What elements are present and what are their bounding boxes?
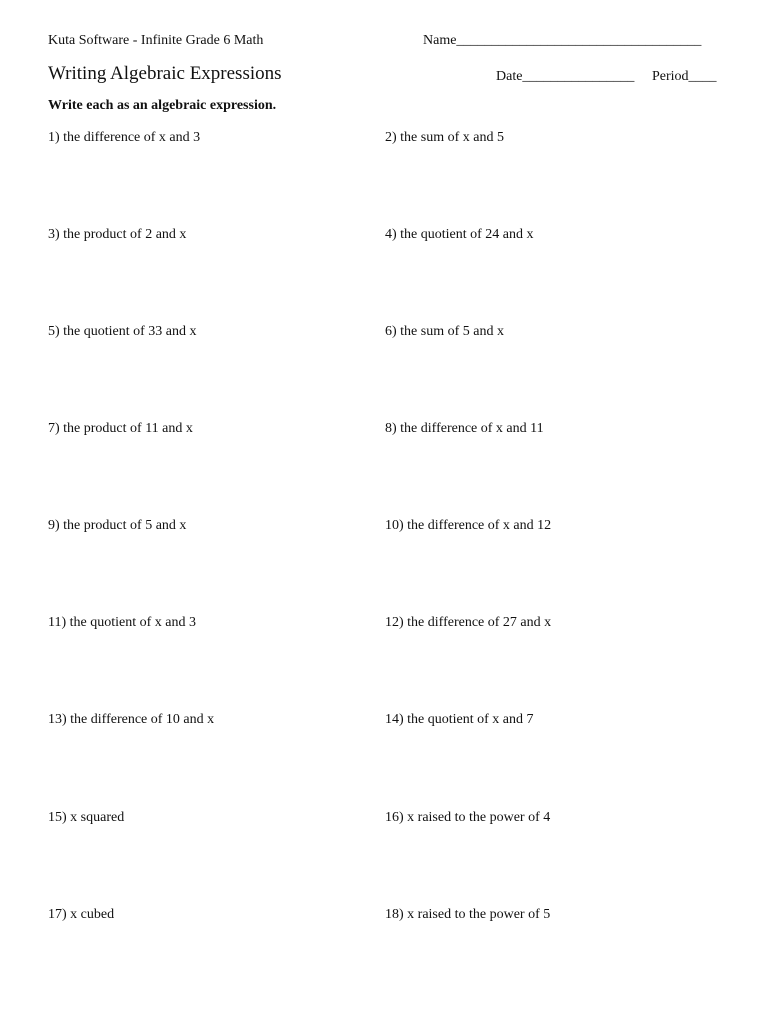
date-field[interactable]: Date________________ bbox=[496, 69, 635, 84]
problem-2: 2) the sum of x and 5 bbox=[385, 130, 504, 145]
problem-6: 6) the sum of 5 and x bbox=[385, 324, 504, 339]
problem-9: 9) the product of 5 and x bbox=[48, 518, 187, 533]
problem-10: 10) the difference of x and 12 bbox=[385, 518, 552, 533]
problem-4: 4) the quotient of 24 and x bbox=[385, 227, 534, 242]
problem-1: 1) the difference of x and 3 bbox=[48, 130, 201, 145]
problem-18: 18) x raised to the power of 5 bbox=[385, 907, 551, 922]
period-field[interactable]: Period____ bbox=[652, 69, 717, 84]
problem-13: 13) the difference of 10 and x bbox=[48, 712, 215, 727]
worksheet-title: Writing Algebraic Expressions bbox=[48, 63, 282, 84]
problem-8: 8) the difference of x and 11 bbox=[385, 421, 544, 436]
problem-5: 5) the quotient of 33 and x bbox=[48, 324, 197, 339]
problem-17: 17) x cubed bbox=[48, 907, 115, 922]
problem-15: 15) x squared bbox=[48, 810, 125, 825]
problem-3: 3) the product of 2 and x bbox=[48, 227, 187, 242]
name-field[interactable]: Name___________________________________ bbox=[423, 33, 702, 48]
publisher-line: Kuta Software - Infinite Grade 6 Math bbox=[48, 33, 264, 48]
problem-16: 16) x raised to the power of 4 bbox=[385, 810, 551, 825]
problem-12: 12) the difference of 27 and x bbox=[385, 615, 552, 630]
problem-7: 7) the product of 11 and x bbox=[48, 421, 193, 436]
instructions: Write each as an algebraic expression. bbox=[48, 98, 277, 113]
problem-14: 14) the quotient of x and 7 bbox=[385, 712, 534, 727]
problem-11: 11) the quotient of x and 3 bbox=[48, 615, 197, 630]
